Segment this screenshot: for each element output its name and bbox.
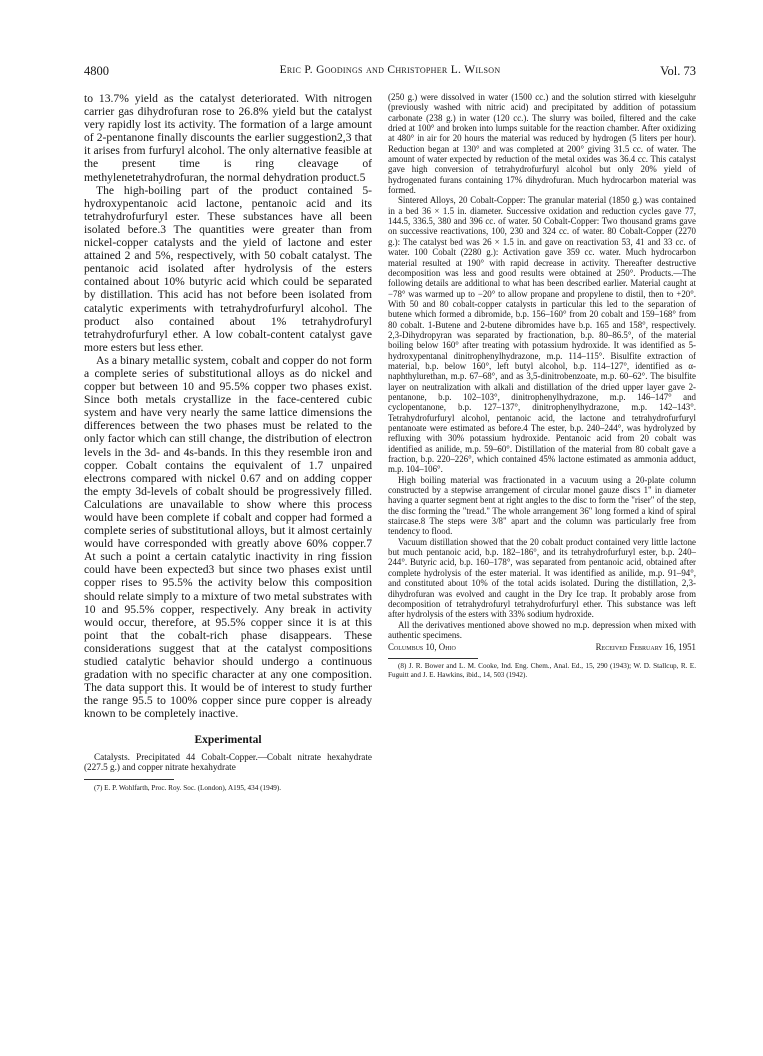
experimental-heading: Experimental (194, 733, 262, 746)
author-location: Columbus 10, Ohio (388, 642, 456, 653)
catalysts-paragraph: Catalysts. Precipitated 44 Cobalt-Copper.—Cobalt nitrate hexahydrate (227.5 g.) and copper nitrate hexahydrate (84, 751, 372, 773)
right-paragraph-4: Vacuum distillation showed that the 20 cobalt product contained very little lactone but much pentanoic acid, b.p. 182–186°, and its tetrahydrofurfuryl ester, b.p. 240–244°. Butyric acid, b.p. 160–178°, was separated from pentanoic acid, obtained after complete hydrolysis of the ester material. It was identified as anilide, m.p. 91–94°, and constituted about 10% of the total acids isolated. During the distillation, 2,3-dihydrofuran was evolved and caught in the Dry Ice trap. It probably arose from decomposition of tetrahydrofuryl tetrahydrofurfuryl ether. This substance was left after hydrolysis of the esters with 33% sodium hydroxide. (388, 536, 696, 620)
left-paragraph-1: to 13.7% yield as the catalyst deteriorated. With nitrogen carrier gas dihydrofuran rose to 26.8% yield but the catalyst very rapidly lost its activity. The formation of a large amount of 2-pentanone finally discounts the earlier suggestion2,3 that it arises from furfuryl alcohol. The only alternative feasible at the present time is ring cleavage of methylenetetrahydrofuran, the normal dehydration product.5 (84, 92, 372, 184)
running-head-authors: Eric P. Goodings and Christopher L. Wilson (279, 64, 501, 76)
page-number: 4800 (84, 64, 109, 78)
footnote-divider (84, 779, 174, 780)
received-date: Received February 16, 1951 (595, 642, 696, 653)
right-paragraph-3: High boiling material was fractionated in a vacuum using a 20-plate column constructed by a stepwise arrangement of circular monel gauze discs 1" in diameter having a quarter segment bent at right angles to the disc to form the "riser" of the step, the disc forming the "tread." The whole arrangement 36" long formed a kind of spiral staircase.8 The steps were 3/8" apart and the column was particularly free from tendency to flood. (388, 474, 696, 537)
footnote-7: (7) E. P. Wohlfarth, Proc. Roy. Soc. (London), A195, 434 (1949). (94, 783, 282, 792)
right-column (388, 92, 696, 680)
left-paragraph-2: The high-boiling part of the product contained 5-hydroxypentanoic acid lactone, pentanoic acid and its tetrahydrofurfuryl ester. These substances have all been isolated before.3 The quantities were greater than from nickel-copper catalysts and the yield of lactone and ester attained 2 and 5%, respectively, with 50 cobalt catalyst. The pentanoic acid isolated after hydrolysis of the esters contained about 10% butyric acid which could be separated by distillation. This acid has not before been isolated from catalytic experiments with tetrahydrofurfuryl alcohol. The product also contained about 1% tetrahydrofuryl tetrahydrofurfuryl ether. A low cobalt-content catalyst gave more esters but less ether. (84, 183, 372, 354)
left-paragraph-3: As a binary metallic system, cobalt and copper do not form a complete series of substitutional alloys as do nickel and copper but between 10 and 95.5% copper two phases exist. Since both metals crystallize in the face-centered cubic system and have very nearly the same lattice dimensions the differences between the two phases must be related to the only factor which can still change, the distribution of electron levels in the 3d- and 4s-bands. In this they resemble iron and copper. Cobalt contains the equivalent of 1.7 unpaired electrons compared with nickel 0.67 and on adding copper the empty 3d-levels of cobalt should be progressively filled. Calculations are unavailable to show where this process would have been complete if cobalt and copper had formed a complete series of substitutional alloys, but it almost certainly would have corresponded with greatly above 60% copper.7 At such a point a certain catalytic inactivity in ring fission could have been expected3 but since two phases exist until copper rises to 95.5% the activity below this composition should relate simply to a mixture of two metal substrates with 10 and 95.5% copper, respectively. Any break in activity would occur, therefore, at 95.5% copper since it is at this point that the cobalt-rich phase disappears. These considerations suggest that at the catalyst compositions studied catalytic behavior should undergo a continuous gradation with no specific character at any one composition. The data support this. It would be of interest to study further the range 95.5 to 100% copper since pure copper is already known to be completely inactive. (84, 353, 372, 721)
right-paragraph-5: All the derivatives mentioned above showed no m.p. depression when mixed with authentic specimens. (388, 619, 696, 640)
signature-line (388, 642, 696, 652)
running-header (84, 64, 696, 80)
footnote-divider-right (388, 658, 478, 659)
right-paragraph-2: Sintered Alloys, 20 Cobalt-Copper: The granular material (1850 g.) was contained in a bed 36 × 1.5 in. diameter. Successive oxidation and reduction cycles gave 77, 144.5, 336.5, 380 and 396 cc. of water. 50 Cobalt-Copper: Two thousand grams gave on successive reactivations, 100, 230 and 324 cc. of water. 80 Cobalt-Copper (2270 g.): The catalyst bed was 26 × 1.5 in. and gave on reactivation 53, 41 and 33 cc. of water. 100 Cobalt (2280 g.): Activation gave 359 cc. water. Much hydrocarbon material resulted at 190° with rapid decrease in activity. Thereafter destructive decomposition was less and good results were obtained at 250°. Products.—The following details are additional to what has been described earlier. Material caught at −78° was warmed up to −20° to allow propane and propylene to distil, then to +20°. With 50 and 80 cobalt-copper catalysts in particular this led to the separation of butene which formed a dibromide, b.p. 156–160° from 20 cobalt and 159–168° from 80 cobalt. 1-Butene and 2-butene dibromides have b.p. 165 and 158°, respectively. 2,3-Dihydropyran was separated by fractionation, b.p. 80–86.5°, of the material boiling below 160° after treating with potassium hydroxide. It was identified as 5-hydroxypentanal dinitrophenylhydrazone, m.p. 114–115°. Bisulfite extraction of material, b.p. below 160°, left butyl alcohol, b.p. 114–127°, identified as α-naphthylurethan, m.p. 67–68°, and as 3,5-dinitrobenzoate, m.p. 60–62°. The bisulfite layer on neutralization with alkali and distillation of the dried upper layer gave 2-pentanone, b.p. 102–103°, dinitrophenylhydrazone, m.p. 146–147° and cyclopentanone, b.p. 127–137°, dinitrophenylhydrazone, m.p. 142–143°. Tetrahydrofurfuryl alcohol, pentanoic acid, the lactone and tetrahydrofurfuryl pentanoate were estimated as before.4 The ester, b.p. 240–244°, was hydrolyzed by refluxing with 30% potassium hydroxide. Pentanoic acid from 20 cobalt was identified as anilide, m.p. 59–60°. Distillation of the material from 80 cobalt gave a fraction, b.p. 220–226°, which contained 45% lactone estimated as ammonia adduct, m.p. 104–106°. (388, 195, 696, 475)
right-paragraph-1: (250 g.) were dissolved in water (1500 cc.) and the solution stirred with kieselguhr (previously washed with nitric acid) and precipitated by addition of potassium carbonate (238 g.) in water (120 cc.). The slurry was boiled, filtered and the cake dried at 100° and broken into lumps suitable for the reaction chamber. After oxidizing at 480° in air for 20 hours the material was reduced by hydrogen (5 liters per hour). Reduction began at 130° and was completed at 200° giving 31.5 cc. of water. The amount of water expected by reduction of the metal oxides was 36.4 cc. This catalyst gave high conversion of tetrahydrofurfuryl alcohol but only 20% yield of hydrogenated furans containing 17% dihydrofuran. Much hydrocarbon material was formed. (388, 92, 696, 196)
volume-label: Vol. 73 (660, 64, 696, 78)
footnote-8: (8) J. R. Bower and L. M. Cooke, Ind. Eng. Chem., Anal. Ed., 15, 290 (1943); W. D. Stallcup, R. E. Fuguitt and J. E. Hawkins, ibid., 14, 503 (1942). (388, 662, 696, 680)
left-column (84, 92, 372, 793)
